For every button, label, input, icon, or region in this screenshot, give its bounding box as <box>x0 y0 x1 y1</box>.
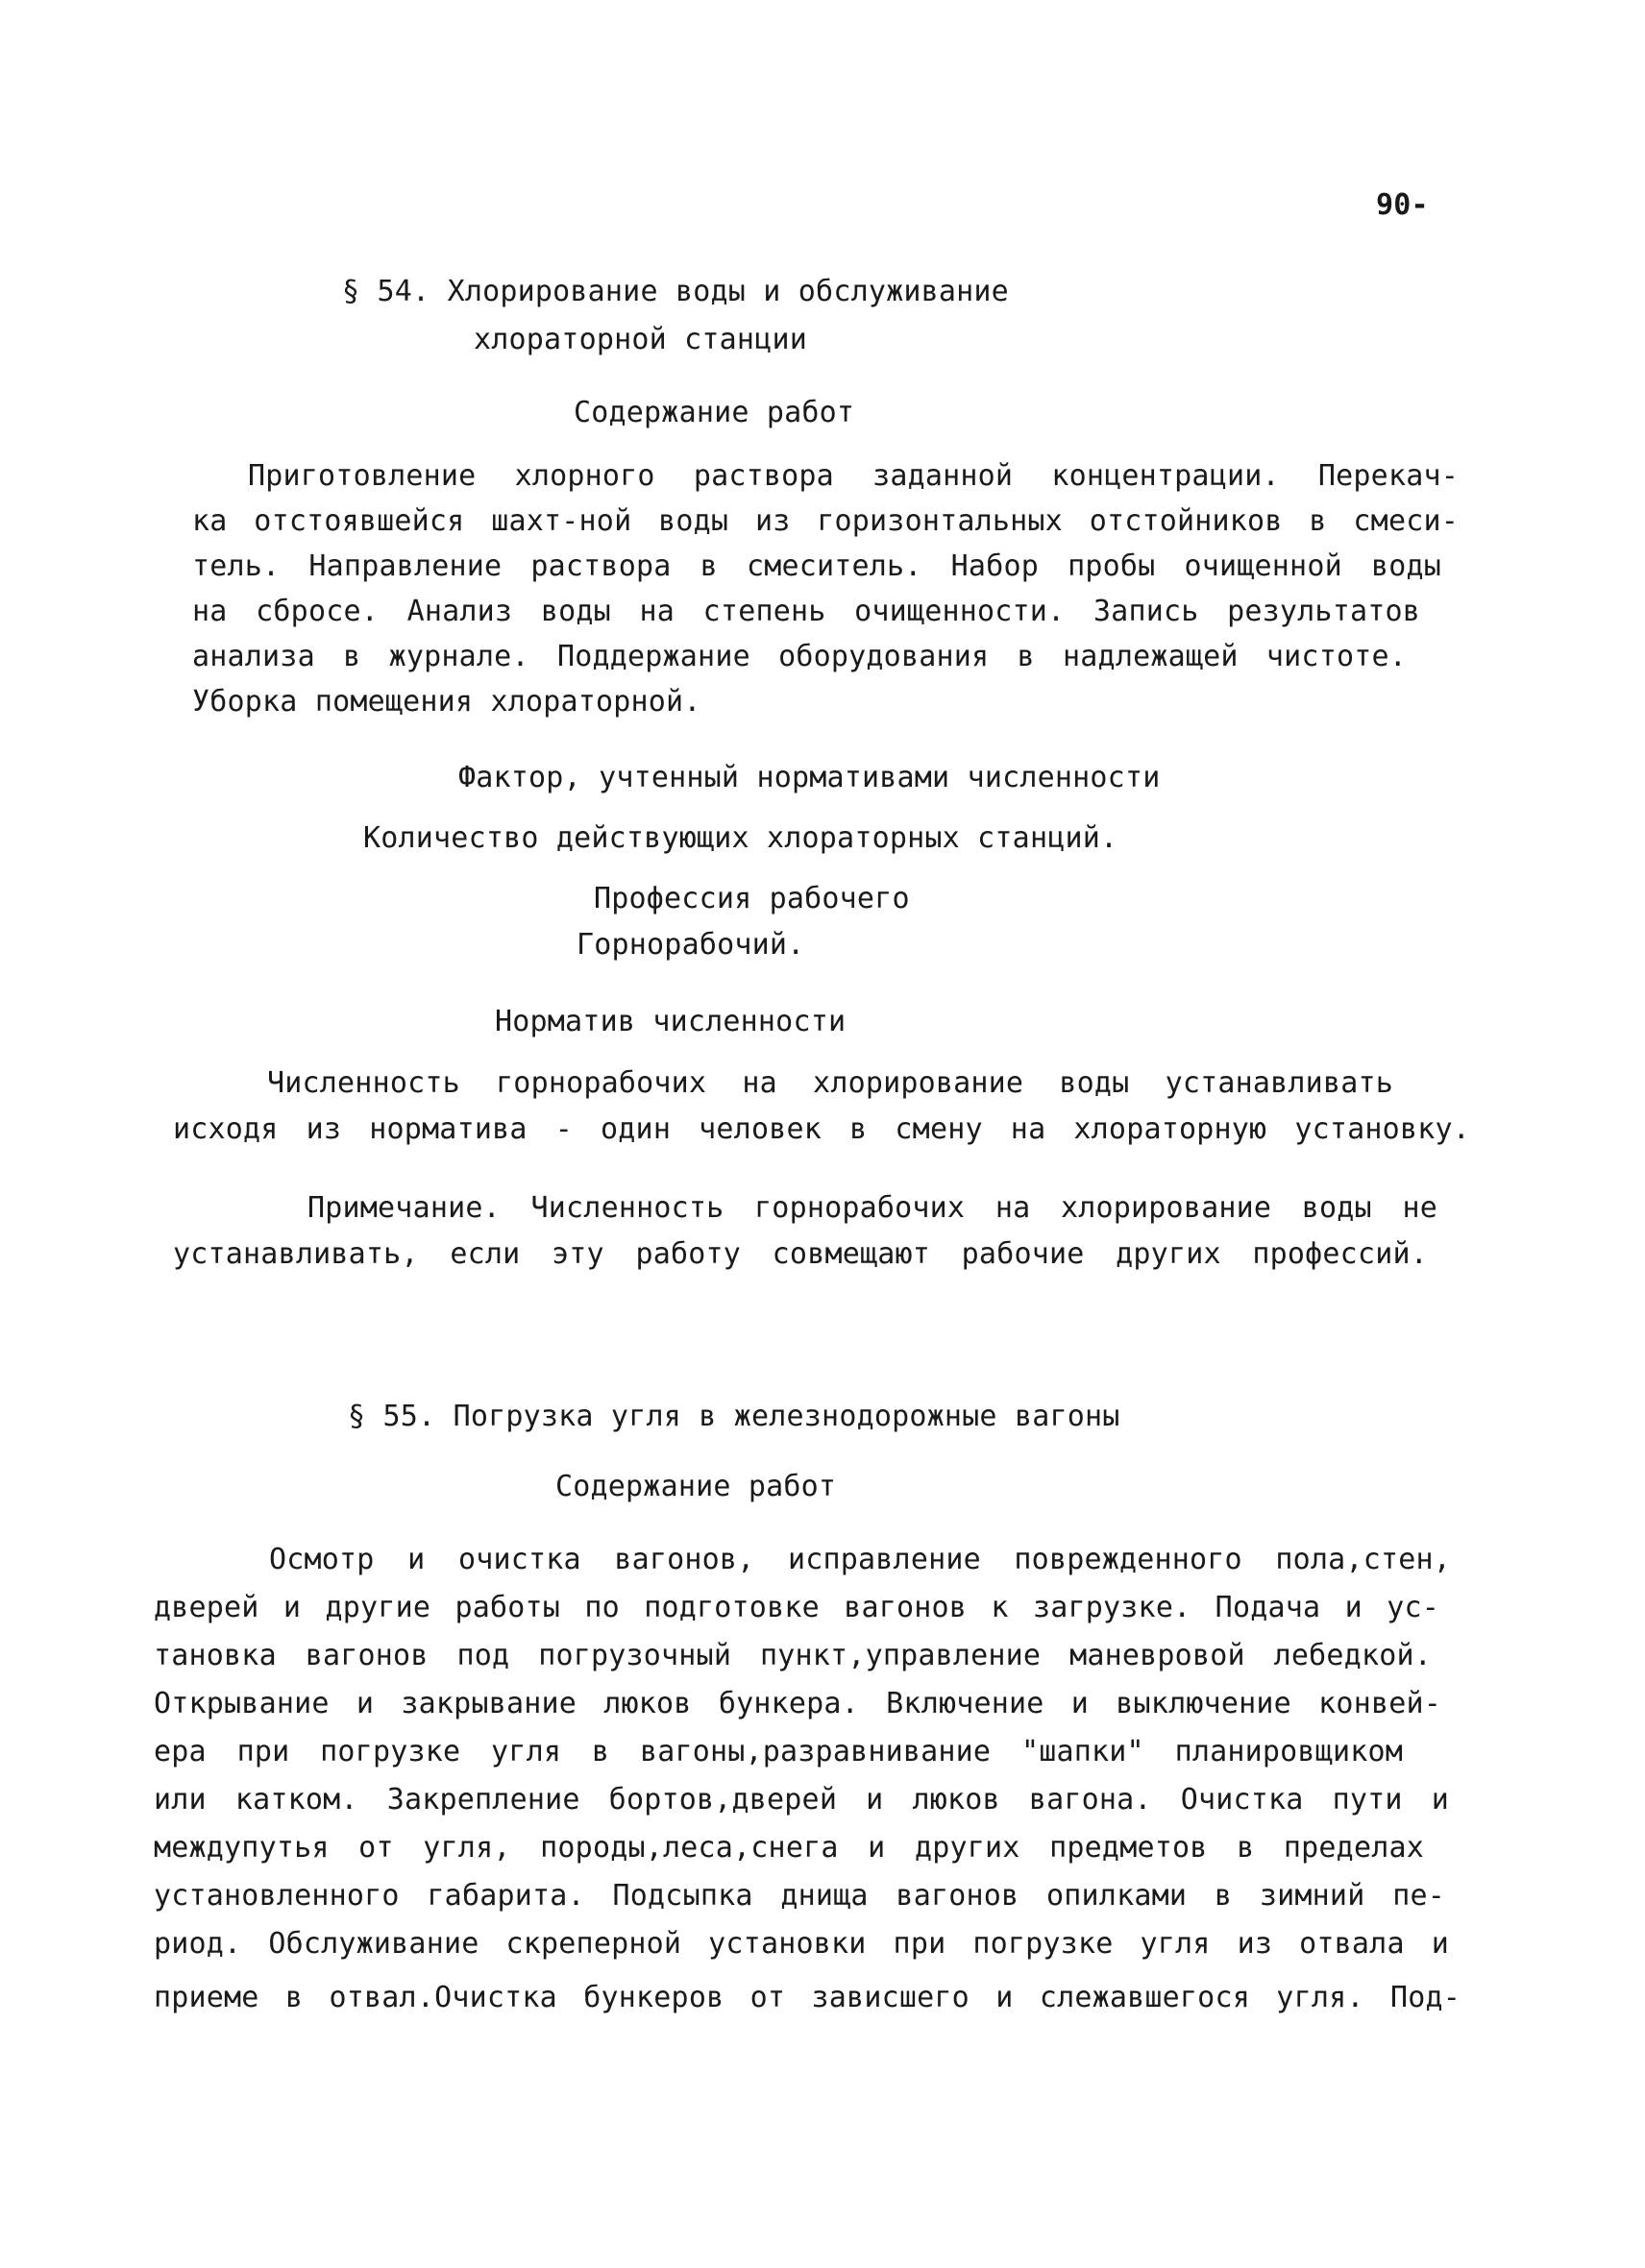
paragraph-line: Открывание и закрывание люков бункера. Включение и выключение конвей- <box>154 1687 1441 1720</box>
paragraph-line: на сбросе. Анализ воды на степень очищенности. Запись результатов <box>192 595 1420 628</box>
paragraph-line: или катком. Закрепление бортов,дверей и люков вагона. Очистка пути и <box>154 1783 1449 1817</box>
profession-value: Горнорабочий. <box>577 928 805 962</box>
section-54-content-paragraph <box>192 451 1459 730</box>
paragraph-line: устанавливать, если эту работу совмещают рабочие других профессий. <box>173 1237 1428 1271</box>
paragraph-line: Численность горнорабочих на хлорирование воды устанавливать <box>267 1066 1393 1100</box>
paragraph-line: Осмотр и очистка вагонов, исправление поврежденного пола,стен, <box>269 1543 1451 1576</box>
paragraph-line: установленного габарита. Подсыпка днища вагонов опилками в зимний пе- <box>154 1879 1445 1913</box>
paragraph-line: ка отстоявшейся шахт-ной воды из горизонтальных отстойников в смеси- <box>192 504 1459 538</box>
paragraph-line: тановка вагонов под погрузочный пункт,управление маневровой лебедкой. <box>154 1639 1432 1672</box>
factor-text: Количество действующих хлораторных станций. <box>363 821 1118 855</box>
paragraph-line: исходя из норматива - один человек в смену на хлораторную установку. <box>173 1112 1470 1146</box>
paragraph-line: Уборка помещения хлораторной. <box>192 685 701 719</box>
section-54-title-line2: хлораторной станции <box>474 323 807 356</box>
paragraph-line: ера при погрузке угля в вагоны,разравнивание "шапки" планировщиком <box>154 1735 1403 1768</box>
section-55-content-paragraph <box>154 1543 1480 2023</box>
norm-heading: Норматив численности <box>495 1005 847 1038</box>
section-55-content-heading: Содержание работ <box>555 1470 837 1503</box>
paragraph-line: Примечание. Численность горнорабочих на хлорирование воды не <box>307 1191 1437 1225</box>
section-54-content-heading: Содержание работ <box>574 396 855 429</box>
page-number: 90- <box>1376 188 1429 222</box>
paragraph-line: риод. Обслуживание скреперной установки при погрузке угля из отвала и <box>154 1927 1449 1961</box>
norm-paragraph <box>173 1062 1470 1158</box>
section-54-title-line1: § 54. Хлорирование воды и обслуживание <box>342 275 1009 308</box>
paragraph-line: междупутья от угля, породы,леса,снега и других предметов в пределах <box>154 1831 1424 1865</box>
note-paragraph <box>173 1187 1437 1283</box>
paragraph-line: тель. Направление раствора в смеситель. Набор пробы очищенной воды <box>192 549 1441 583</box>
paragraph-line: Приготовление хлорного раствора заданной концентрации. Перекач- <box>248 459 1459 493</box>
paragraph-line: анализа в журнале. Поддержание оборудования в надлежащей чистоте. <box>192 640 1407 673</box>
profession-heading: Профессия рабочего <box>594 882 910 915</box>
section-55-title: § 55. Погрузка угля в железнодорожные вагоны <box>348 1400 1120 1433</box>
paragraph-line: дверей и другие работы по подготовке вагонов к загрузке. Подача и ус- <box>154 1591 1439 1624</box>
paragraph-line: приеме в отвал.Очистка бункеров от зависшего и слежавшегося угля. Под- <box>154 1981 1461 2014</box>
factor-heading: Фактор, учтенный нормативами численности <box>458 761 1161 794</box>
